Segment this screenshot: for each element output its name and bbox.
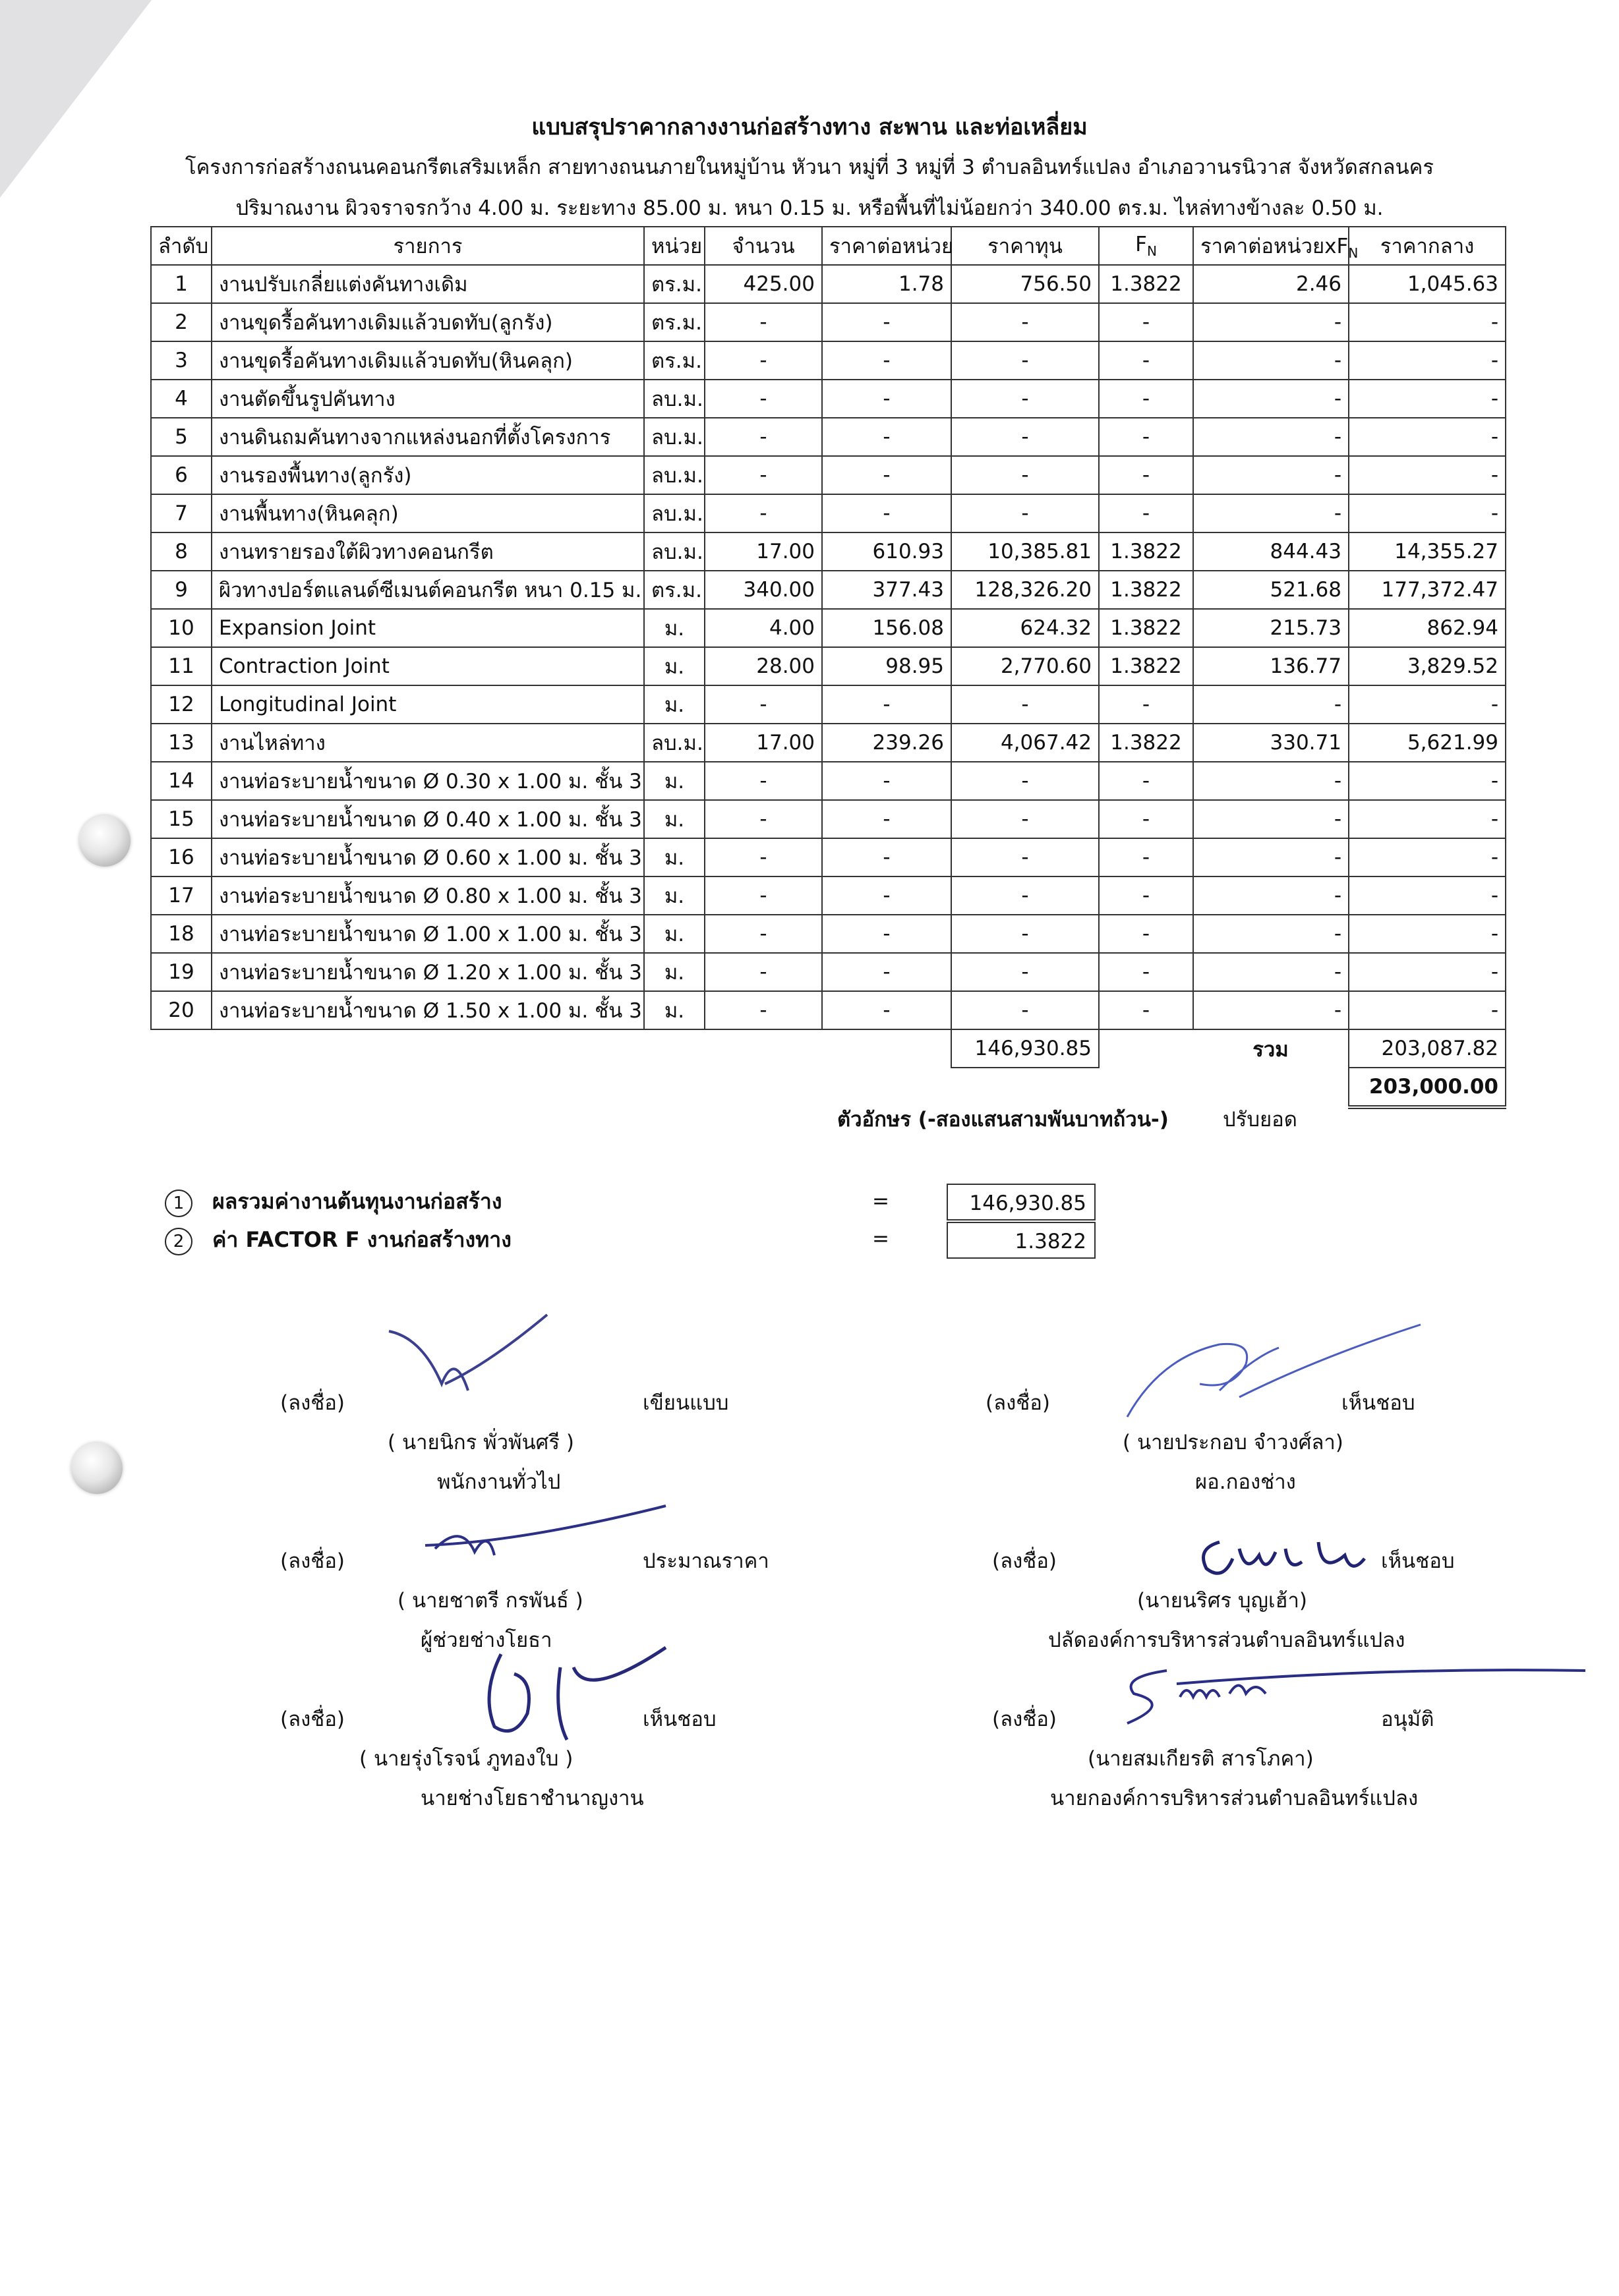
- cell-mid-price: -: [1349, 303, 1506, 341]
- cell-unit-price: 377.43: [822, 571, 951, 609]
- cell-mid-price: -: [1349, 418, 1506, 456]
- cell-unit-price: 98.95: [822, 647, 951, 685]
- cell-mid-price: -: [1349, 380, 1506, 418]
- cell-cost: -: [951, 685, 1099, 724]
- cell-item: งานไหล่ทาง: [212, 724, 644, 762]
- cell-no: 3: [151, 341, 212, 380]
- cell-unit-price-fn: 521.68: [1193, 571, 1349, 609]
- approver3-position: นายช่างโยธาชำนาญงาน: [421, 1787, 644, 1810]
- estimator-name: ( นายชาตรี กรพันธ์ ): [397, 1589, 583, 1613]
- col-header-qty: จำนวน: [705, 227, 822, 265]
- cell-unit-price: -: [822, 685, 951, 724]
- total-label: รวม: [1252, 1037, 1289, 1062]
- cell-no: 11: [151, 647, 212, 685]
- cell-unit-price-fn: 215.73: [1193, 609, 1349, 647]
- cell-fn: -: [1099, 953, 1193, 991]
- sign-prefix: (ลงชื่อ): [280, 1549, 345, 1573]
- summary-label: ผลรวมค่างานต้นทุนงานก่อสร้าง: [212, 1189, 502, 1214]
- work-quantity: ปริมาณงาน ผิวจราจรกว้าง 4.00 ม. ระยะทาง 85.00 ม. หนา 0.15 ม. หรือพื้นที่ไม่น้อยกว่า 340.00 ตร.ม. ไหล่ทางข้างละ 0.50 ม.: [235, 196, 1384, 220]
- cell-unit-price-fn: -: [1193, 915, 1349, 953]
- cell-item: งานขุดรื้อคันทางเดิมแล้วบดทับ(ลูกรัง): [212, 303, 644, 341]
- cell-item: Expansion Joint: [212, 609, 644, 647]
- cell-unit-price-fn: -: [1193, 800, 1349, 838]
- cell-no: 12: [151, 685, 212, 724]
- table-row: [151, 456, 1506, 494]
- cell-fn: -: [1099, 303, 1193, 341]
- cell-fn: 1.3822: [1099, 571, 1193, 609]
- cell-item: ผิวทางปอร์ตแลนด์ซีเมนต์คอนกรีต หนา 0.15 ม.: [212, 571, 644, 609]
- sign-prefix: (ลงชื่อ): [992, 1708, 1057, 1731]
- summary-equals: =: [872, 1227, 889, 1251]
- approver3-signature: [475, 1641, 672, 1760]
- cell-no: 16: [151, 838, 212, 876]
- cell-no: 2: [151, 303, 212, 341]
- sign-prefix: (ลงชื่อ): [280, 1391, 345, 1415]
- cell-unit-price: -: [822, 991, 951, 1029]
- cell-mid-price: -: [1349, 915, 1506, 953]
- col-header-item: รายการ: [212, 227, 644, 265]
- cell-unit: ตร.ม.: [644, 303, 705, 341]
- cell-unit-price: 610.93: [822, 532, 951, 571]
- punch-hole-bottom: [71, 1443, 123, 1494]
- cell-unit: ตร.ม.: [644, 265, 705, 303]
- cell-mid-price: 14,355.27: [1349, 532, 1506, 571]
- cell-cost: -: [951, 953, 1099, 991]
- cell-fn: 1.3822: [1099, 647, 1193, 685]
- cell-qty: -: [705, 494, 822, 532]
- cell-qty: 17.00: [705, 724, 822, 762]
- cell-item: Contraction Joint: [212, 647, 644, 685]
- adjusted-value: 203,000.00: [1349, 1068, 1506, 1107]
- col-header-mid-price: ราคากลาง: [1349, 227, 1506, 265]
- cell-unit: ม.: [644, 991, 705, 1029]
- cell-no: 7: [151, 494, 212, 532]
- cell-item: งานท่อระบายน้ำขนาด Ø 1.50 x 1.00 ม. ชั้น 3: [212, 991, 644, 1029]
- cell-fn: -: [1099, 418, 1193, 456]
- cell-mid-price: -: [1349, 685, 1506, 724]
- cell-item: งานท่อระบายน้ำขนาด Ø 0.40 x 1.00 ม. ชั้น 3: [212, 800, 644, 838]
- cell-item: งานท่อระบายน้ำขนาด Ø 0.80 x 1.00 ม. ชั้น 3: [212, 876, 644, 915]
- cell-cost: -: [951, 915, 1099, 953]
- cell-unit: ม.: [644, 685, 705, 724]
- circled-number: 1: [165, 1190, 192, 1217]
- cell-cost: -: [951, 303, 1099, 341]
- cell-no: 9: [151, 571, 212, 609]
- cell-cost: 10,385.81: [951, 532, 1099, 571]
- approver2-position: ปลัดองค์การบริหารส่วนตำบลอินทร์แปลง: [1048, 1628, 1405, 1652]
- cell-cost: -: [951, 991, 1099, 1029]
- table-row: [151, 685, 1506, 724]
- cell-unit-price: -: [822, 800, 951, 838]
- cell-qty: 17.00: [705, 532, 822, 571]
- authorizer-position: นายกองค์การบริหารส่วนตำบลอินทร์แปลง: [1050, 1787, 1419, 1810]
- table-row: [151, 800, 1506, 838]
- cell-qty: 4.00: [705, 609, 822, 647]
- cell-qty: 340.00: [705, 571, 822, 609]
- approver1-signature: [1121, 1318, 1424, 1430]
- cell-fn: -: [1099, 915, 1193, 953]
- cell-fn: 1.3822: [1099, 265, 1193, 303]
- approver1-name: ( นายประกอบ จำวงศ์ลา): [1123, 1431, 1343, 1454]
- table-body: [151, 265, 1506, 1029]
- cell-item: งานตัดขึ้นรูปคันทาง: [212, 380, 644, 418]
- approver2-role: เห็นชอบ: [1381, 1549, 1455, 1573]
- approver2-name: (นายนริศร บุญเฮ้า): [1137, 1589, 1307, 1613]
- cell-item: งานท่อระบายน้ำขนาด Ø 1.00 x 1.00 ม. ชั้น 3: [212, 915, 644, 953]
- approver3-name: ( นายรุ่งโรจน์ ภูทองใบ ): [359, 1747, 574, 1771]
- cell-unit: ลบ.ม.: [644, 418, 705, 456]
- cell-mid-price: 1,045.63: [1349, 265, 1506, 303]
- cell-fn: -: [1099, 341, 1193, 380]
- summary-value-box: 1.3822: [947, 1222, 1096, 1259]
- cell-mid-price: -: [1349, 762, 1506, 800]
- cell-qty: -: [705, 380, 822, 418]
- col-header-unit: หน่วย: [644, 227, 705, 265]
- authorizer-signature: [1114, 1657, 1589, 1736]
- table-row: [151, 953, 1506, 991]
- cell-unit-price: -: [822, 915, 951, 953]
- cell-unit: ลบ.ม.: [644, 380, 705, 418]
- cell-unit: ม.: [644, 609, 705, 647]
- col-header-no: ลำดับ: [151, 227, 212, 265]
- cell-unit-price: 239.26: [822, 724, 951, 762]
- cell-unit-price-fn: 2.46: [1193, 265, 1349, 303]
- approver3-role: เห็นชอบ: [643, 1708, 717, 1731]
- cell-item: งานทรายรองใต้ผิวทางคอนกรีต: [212, 532, 644, 571]
- cell-no: 5: [151, 418, 212, 456]
- table-row: [151, 571, 1506, 609]
- cell-cost: 128,326.20: [951, 571, 1099, 609]
- cell-mid-price: -: [1349, 838, 1506, 876]
- cell-unit: ม.: [644, 762, 705, 800]
- total-row: [151, 1029, 1506, 1068]
- table-row: [151, 724, 1506, 762]
- approver2-signature: [1193, 1529, 1384, 1588]
- cell-mid-price: 862.94: [1349, 609, 1506, 647]
- table-row: [151, 380, 1506, 418]
- cell-unit-price-fn: -: [1193, 418, 1349, 456]
- cell-unit-price: -: [822, 418, 951, 456]
- cell-unit-price-fn: 136.77: [1193, 647, 1349, 685]
- table-row: [151, 341, 1506, 380]
- cell-no: 15: [151, 800, 212, 838]
- table-row: [151, 609, 1506, 647]
- cell-unit-price: 1.78: [822, 265, 951, 303]
- cell-unit-price: -: [822, 494, 951, 532]
- approver1-position: ผอ.กองช่าง: [1195, 1470, 1296, 1494]
- summary-line-2: [165, 1223, 512, 1257]
- cell-cost: -: [951, 762, 1099, 800]
- cell-qty: 28.00: [705, 647, 822, 685]
- table-row: [151, 838, 1506, 876]
- table-row: [151, 303, 1506, 341]
- estimator-position: ผู้ช่วยช่างโยธา: [421, 1628, 552, 1652]
- cell-unit-price-fn: -: [1193, 762, 1349, 800]
- cell-unit-price: -: [822, 876, 951, 915]
- designer-role: เขียนแบบ: [643, 1391, 729, 1415]
- cell-unit-price-fn: -: [1193, 303, 1349, 341]
- cell-item: งานปรับเกลี่ยแต่งคันทางเดิม: [212, 265, 644, 303]
- cell-cost: 756.50: [951, 265, 1099, 303]
- cell-cost: -: [951, 876, 1099, 915]
- circled-number: 2: [165, 1228, 192, 1255]
- table-row: [151, 265, 1506, 303]
- cell-fn: -: [1099, 991, 1193, 1029]
- price-summary-table: [150, 226, 1506, 1109]
- cell-cost: -: [951, 456, 1099, 494]
- cell-unit-price: -: [822, 456, 951, 494]
- cell-qty: -: [705, 876, 822, 915]
- cell-mid-price: 5,621.99: [1349, 724, 1506, 762]
- cell-cost: -: [951, 800, 1099, 838]
- cell-mid-price: -: [1349, 800, 1506, 838]
- authorizer-role: อนุมัติ: [1381, 1708, 1434, 1731]
- cell-fn: -: [1099, 456, 1193, 494]
- amount-in-words: ตัวอักษร (-สองแสนสามพันบาทถ้วน-): [837, 1108, 1169, 1132]
- cell-no: 4: [151, 380, 212, 418]
- cell-unit-price: -: [822, 953, 951, 991]
- cell-mid-price: -: [1349, 456, 1506, 494]
- col-header-unit-price-fn: ราคาต่อหน่วย$xF_N$: [1193, 227, 1349, 265]
- cell-unit-price-fn: -: [1193, 991, 1349, 1029]
- cell-unit-price-fn: -: [1193, 494, 1349, 532]
- table-row: [151, 418, 1506, 456]
- cell-fn: -: [1099, 876, 1193, 915]
- table-row: [151, 991, 1506, 1029]
- designer-position: พนักงานทั่วไป: [437, 1470, 561, 1494]
- cell-mid-price: -: [1349, 953, 1506, 991]
- cell-mid-price: -: [1349, 876, 1506, 915]
- cell-item: Longitudinal Joint: [212, 685, 644, 724]
- cell-cost: -: [951, 418, 1099, 456]
- document-title: แบบสรุปราคากลางงานก่อสร้างทาง สะพาน และท่อเหลี่ยม: [531, 114, 1088, 140]
- cell-item: งานดินถมคันทางจากแหล่งนอกที่ตั้งโครงการ: [212, 418, 644, 456]
- cell-unit-price-fn: -: [1193, 838, 1349, 876]
- cell-qty: -: [705, 418, 822, 456]
- cell-unit: ลบ.ม.: [644, 456, 705, 494]
- designer-name: ( นายนิกร พั่วพันศรี ): [388, 1431, 574, 1454]
- col-header-cost: ราคาทุน: [951, 227, 1099, 265]
- cell-qty: -: [705, 456, 822, 494]
- adjusted-label: ปรับยอด: [1223, 1108, 1297, 1132]
- cell-unit-price-fn: -: [1193, 685, 1349, 724]
- cell-mid-price: -: [1349, 991, 1506, 1029]
- estimator-signature: [422, 1503, 672, 1575]
- project-description: โครงการก่อสร้างถนนคอนกรีตเสริมเหล็ก สายทางถนนภายในหมู่บ้าน หัวนา หมู่ที่ 3 หมู่ที่ 3 ตำบลอินทร์แปลง อำเภอวานรนิวาส จังหวัดสกลนคร: [185, 156, 1434, 179]
- cell-qty: -: [705, 685, 822, 724]
- cell-mid-price: -: [1349, 494, 1506, 532]
- table-row: [151, 762, 1506, 800]
- adjusted-row: [151, 1068, 1506, 1107]
- cell-unit-price-fn: -: [1193, 380, 1349, 418]
- cell-fn: -: [1099, 494, 1193, 532]
- cell-cost: 4,067.42: [951, 724, 1099, 762]
- estimator-role: ประมาณราคา: [643, 1549, 769, 1573]
- table-row: [151, 876, 1506, 915]
- cell-unit-price: -: [822, 303, 951, 341]
- cell-qty: -: [705, 762, 822, 800]
- cell-cost: -: [951, 838, 1099, 876]
- cell-no: 13: [151, 724, 212, 762]
- cell-fn: 1.3822: [1099, 609, 1193, 647]
- authorizer-name: (นายสมเกียรติ สารโภคา): [1088, 1747, 1314, 1771]
- col-header-unit-price: ราคาต่อหน่วย: [822, 227, 951, 265]
- cell-no: 18: [151, 915, 212, 953]
- cell-qty: -: [705, 991, 822, 1029]
- cell-item: งานท่อระบายน้ำขนาด Ø 0.60 x 1.00 ม. ชั้น 3: [212, 838, 644, 876]
- cell-unit: ลบ.ม.: [644, 724, 705, 762]
- sign-prefix: (ลงชื่อ): [280, 1708, 345, 1731]
- cell-cost: -: [951, 341, 1099, 380]
- cell-unit: ตร.ม.: [644, 341, 705, 380]
- cell-no: 17: [151, 876, 212, 915]
- cell-mid-price: -: [1349, 341, 1506, 380]
- cell-qty: -: [705, 953, 822, 991]
- total-mid-price: 203,087.82: [1349, 1029, 1506, 1068]
- cell-cost: -: [951, 380, 1099, 418]
- cell-fn: 1.3822: [1099, 532, 1193, 571]
- cell-unit-price-fn: -: [1193, 456, 1349, 494]
- cell-mid-price: 3,829.52: [1349, 647, 1506, 685]
- table-row: [151, 532, 1506, 571]
- col-header-fn: $F_N$: [1099, 227, 1193, 265]
- sign-prefix: (ลงชื่อ): [992, 1549, 1057, 1573]
- cell-item: งานพื้นทาง(หินคลุก): [212, 494, 644, 532]
- summary-equals: =: [872, 1190, 889, 1213]
- cell-unit: ม.: [644, 915, 705, 953]
- cell-item: งานท่อระบายน้ำขนาด Ø 1.20 x 1.00 ม. ชั้น 3: [212, 953, 644, 991]
- cell-unit: ตร.ม.: [644, 571, 705, 609]
- cell-unit-price: -: [822, 838, 951, 876]
- cell-fn: 1.3822: [1099, 724, 1193, 762]
- cell-unit: ลบ.ม.: [644, 494, 705, 532]
- cell-unit-price-fn: -: [1193, 953, 1349, 991]
- cell-unit-price: -: [822, 341, 951, 380]
- cell-unit-price: 156.08: [822, 609, 951, 647]
- table-row: [151, 494, 1506, 532]
- summary-line-1: [165, 1185, 502, 1219]
- cell-fn: -: [1099, 838, 1193, 876]
- cell-no: 19: [151, 953, 212, 991]
- cell-item: งานท่อระบายน้ำขนาด Ø 0.30 x 1.00 ม. ชั้น 3: [212, 762, 644, 800]
- summary-value-box: 146,930.85: [947, 1184, 1096, 1220]
- cell-no: 8: [151, 532, 212, 571]
- approver1-role: เห็นชอบ: [1341, 1391, 1415, 1415]
- cell-unit-price-fn: 844.43: [1193, 532, 1349, 571]
- cell-unit-price-fn: -: [1193, 876, 1349, 915]
- cell-unit: ม.: [644, 876, 705, 915]
- cell-no: 14: [151, 762, 212, 800]
- cell-qty: -: [705, 915, 822, 953]
- cell-qty: -: [705, 800, 822, 838]
- cell-fn: -: [1099, 800, 1193, 838]
- table-row: [151, 915, 1506, 953]
- cell-cost: 624.32: [951, 609, 1099, 647]
- summary-label: ค่า FACTOR F งานก่อสร้างทาง: [212, 1227, 512, 1252]
- cell-qty: -: [705, 341, 822, 380]
- cell-unit: ม.: [644, 800, 705, 838]
- cell-fn: -: [1099, 685, 1193, 724]
- cell-fn: -: [1099, 762, 1193, 800]
- cell-unit-price: -: [822, 762, 951, 800]
- designer-signature: [382, 1311, 554, 1410]
- cell-fn: -: [1099, 380, 1193, 418]
- cell-unit-price-fn: -: [1193, 341, 1349, 380]
- sign-prefix: (ลงชื่อ): [986, 1391, 1050, 1415]
- cell-item: งานขุดรื้อคันทางเดิมแล้วบดทับ(หินคลุก): [212, 341, 644, 380]
- cell-no: 1: [151, 265, 212, 303]
- cell-mid-price: 177,372.47: [1349, 571, 1506, 609]
- cell-qty: 425.00: [705, 265, 822, 303]
- table-header-row: [151, 227, 1506, 265]
- cell-unit-price: -: [822, 380, 951, 418]
- cell-no: 20: [151, 991, 212, 1029]
- cell-item: งานรองพื้นทาง(ลูกรัง): [212, 456, 644, 494]
- cell-unit: ม.: [644, 647, 705, 685]
- punch-hole-top: [79, 815, 131, 867]
- table-row: [151, 647, 1506, 685]
- cell-unit-price-fn: 330.71: [1193, 724, 1349, 762]
- total-cost: 146,930.85: [951, 1029, 1099, 1068]
- cell-qty: -: [705, 303, 822, 341]
- cell-unit: ม.: [644, 838, 705, 876]
- cell-no: 10: [151, 609, 212, 647]
- cell-qty: -: [705, 838, 822, 876]
- cell-unit: ม.: [644, 953, 705, 991]
- cell-cost: 2,770.60: [951, 647, 1099, 685]
- cell-cost: -: [951, 494, 1099, 532]
- cell-no: 6: [151, 456, 212, 494]
- cell-unit: ลบ.ม.: [644, 532, 705, 571]
